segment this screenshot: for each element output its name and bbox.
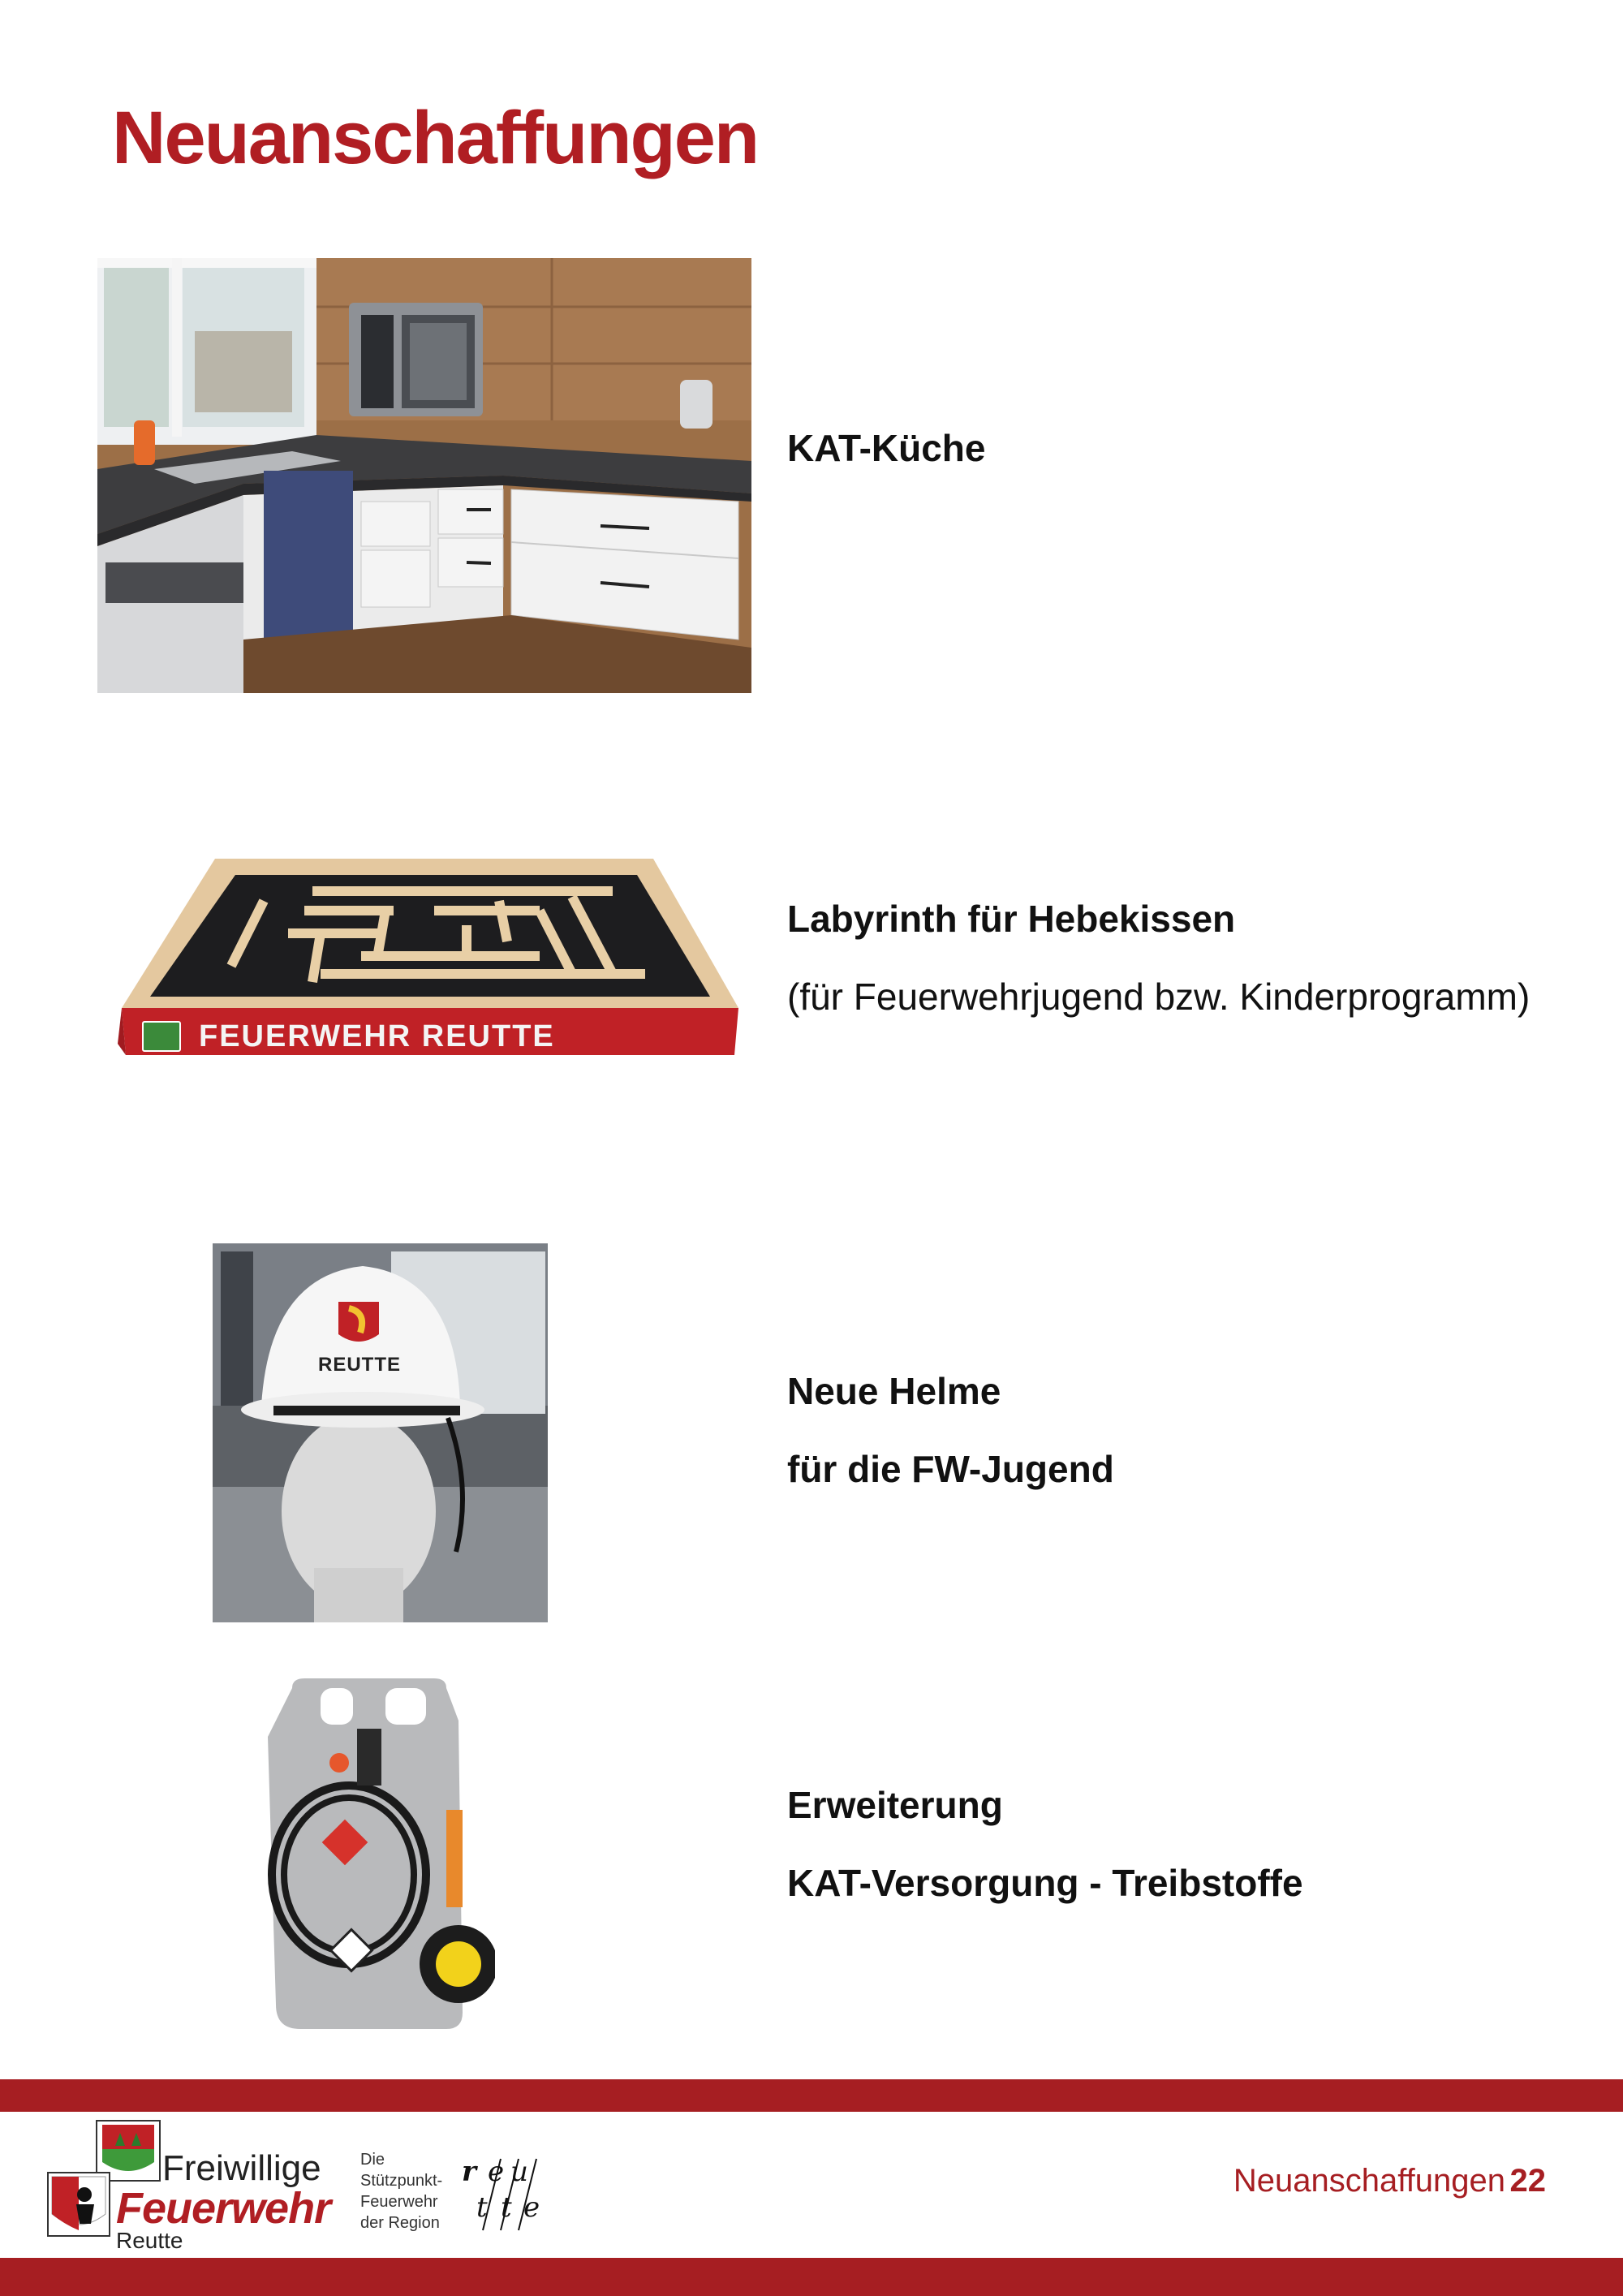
page-title: Neuanschaffungen (112, 97, 759, 179)
stuetzpunkt-line-4: der Region (360, 2214, 440, 2232)
item-kitchen-title: KAT-Küche (787, 427, 986, 469)
stuetzpunkt-line-2: Stützpunkt- (360, 2172, 443, 2190)
stuetzpunkt-line-3: Feuerwehr (360, 2193, 438, 2211)
footer-page-number: 22 (1509, 2163, 1546, 2199)
reutte-mark-t2: t (501, 2191, 512, 2224)
kitchen-photo (97, 258, 751, 693)
reutte-mark-r: r (462, 2156, 476, 2188)
item-labyrinth-title: Labyrinth für Hebekissen (787, 898, 1236, 940)
logo-text-freiwillige: Freiwillige (162, 2148, 321, 2188)
item-fuel-title: Erweiterung (787, 1784, 1003, 1826)
footer-bottom-bar (0, 2258, 1623, 2296)
logo-text-feuerwehr: Feuerwehr (116, 2184, 331, 2233)
fuel-caddy-photo (243, 1672, 495, 2037)
firefighter-emblem-icon (47, 2172, 110, 2237)
logo-text-reutte: Reutte (116, 2228, 183, 2253)
footer-top-bar (0, 2079, 1623, 2112)
helmet-photo (213, 1243, 548, 1622)
reutte-logo-mark (458, 2156, 548, 2234)
helmet-label-text: REUTTE (318, 1354, 401, 1376)
labyrinth-crest-icon (142, 1021, 181, 1052)
item-helmet-subtitle: für die FW-Jugend (787, 1448, 1114, 1490)
reutte-mark-e2: e (523, 2191, 540, 2224)
reutte-mark-u: u (510, 2156, 528, 2188)
labyrinth-photo (118, 852, 741, 1066)
item-helmet-title: Neue Helme (787, 1370, 1001, 1412)
item-labyrinth-subtitle: (für Feuerwehrjugend bzw. Kinderprogramm) (787, 976, 1530, 1018)
reutte-mark-e1: e (488, 2156, 505, 2188)
labyrinth-banner-text: FEUERWEHR REUTTE (199, 1019, 555, 1053)
reutte-mark-t1: t (476, 2191, 488, 2224)
item-fuel-subtitle: KAT-Versorgung - Treibstoffe (787, 1862, 1303, 1904)
footer-section-label: Neuanschaffungen (1233, 2163, 1505, 2199)
stuetzpunkt-line-1: Die (360, 2151, 385, 2169)
